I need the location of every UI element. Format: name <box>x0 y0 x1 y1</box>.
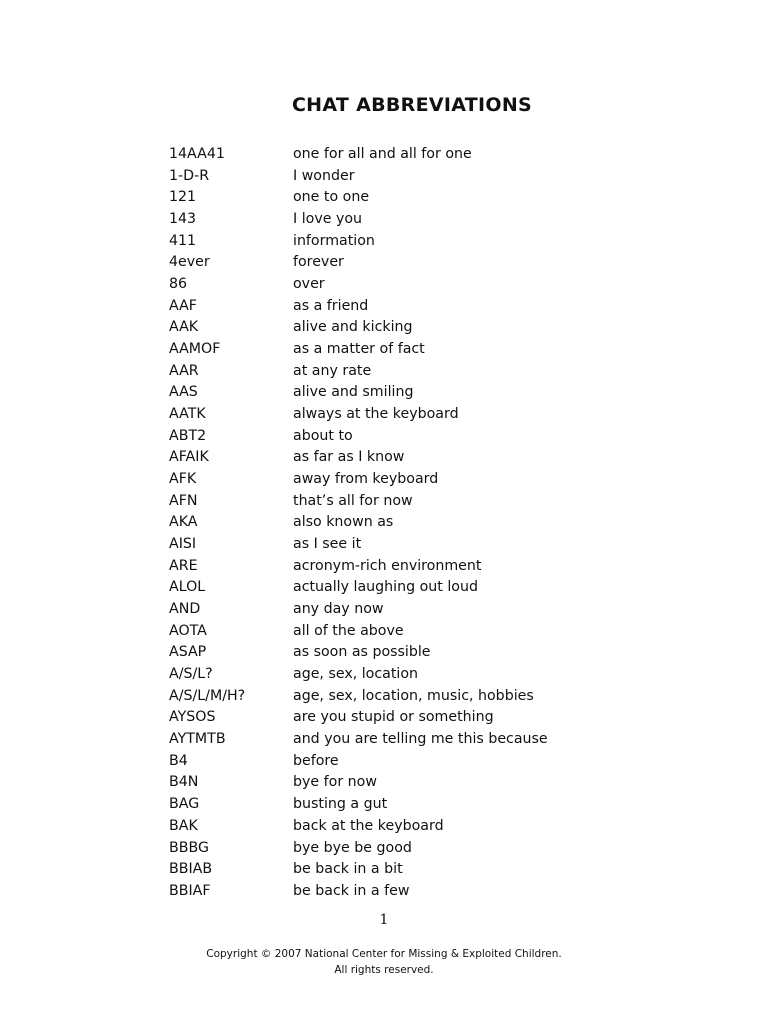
list-item <box>169 534 589 556</box>
list-item <box>169 729 589 751</box>
abbreviation-meaning: over <box>293 276 325 293</box>
abbreviation: AYSOS <box>169 709 216 726</box>
abbreviation: AAR <box>169 362 199 379</box>
abbreviation: AAF <box>169 297 197 314</box>
page-title: CHAT ABBREVIATIONS <box>291 94 533 116</box>
abbreviation: AKA <box>169 514 198 531</box>
abbreviation-meaning: busting a gut <box>293 796 388 813</box>
abbreviation-meaning: I wonder <box>293 167 355 184</box>
abbreviation: A/S/L? <box>169 666 213 683</box>
page-number: 1 <box>379 912 389 928</box>
abbreviation-meaning: as a matter of fact <box>293 341 425 358</box>
abbreviation-meaning: one to one <box>293 189 370 206</box>
abbreviation-list <box>169 144 589 903</box>
abbreviation-meaning: bye for now <box>293 774 377 791</box>
abbreviation-meaning: and you are telling me this because <box>293 731 548 748</box>
abbreviation: 411 <box>169 232 197 249</box>
abbreviation-meaning: as far as I know <box>293 449 405 466</box>
list-item <box>169 512 589 534</box>
abbreviation-meaning: before <box>293 752 339 769</box>
abbreviation-meaning: as a friend <box>293 297 369 314</box>
list-item <box>169 577 589 599</box>
list-item <box>169 664 589 686</box>
list-item <box>169 274 589 296</box>
list-item <box>169 404 589 426</box>
list-item <box>169 317 589 339</box>
abbreviation-meaning: any day now <box>293 601 384 618</box>
abbreviation: BAK <box>169 817 198 834</box>
list-item <box>169 296 589 318</box>
list-item <box>169 469 589 491</box>
abbreviation: BAG <box>169 796 200 813</box>
abbreviation: AISI <box>169 536 197 553</box>
abbreviation-meaning: age, sex, location, music, hobbies <box>293 687 534 704</box>
abbreviation: ARE <box>169 557 198 574</box>
abbreviation: ASAP <box>169 644 207 661</box>
abbreviation-meaning: always at the keyboard <box>293 406 459 423</box>
list-item <box>169 621 589 643</box>
abbreviation-meaning: back at the keyboard <box>293 817 444 834</box>
list-item <box>169 231 589 253</box>
abbreviation-meaning: alive and kicking <box>293 319 413 336</box>
abbreviation-meaning: as I see it <box>293 536 362 553</box>
list-item <box>169 642 589 664</box>
list-item <box>169 772 589 794</box>
abbreviation-meaning: I love you <box>293 211 363 228</box>
abbreviation: A/S/L/M/H? <box>169 687 246 704</box>
abbreviation: AAK <box>169 319 199 336</box>
list-item <box>169 838 589 860</box>
abbreviation-meaning: as soon as possible <box>293 644 431 661</box>
abbreviation-meaning: actually laughing out loud <box>293 579 478 596</box>
abbreviation: BBBG <box>169 839 209 856</box>
abbreviation-meaning: one for all and all for one <box>293 146 472 162</box>
abbreviation-meaning: bye bye be good <box>293 839 412 856</box>
list-item <box>169 166 589 188</box>
abbreviation: 4ever <box>169 254 210 271</box>
abbreviation-meaning: acronym-rich environment <box>293 557 482 574</box>
list-item <box>169 209 589 231</box>
abbreviation-meaning: are you stupid or something <box>293 709 494 726</box>
list-item <box>169 556 589 578</box>
list-item <box>169 881 589 903</box>
abbreviation-meaning: away from keyboard <box>293 471 439 488</box>
list-item <box>169 686 589 708</box>
abbreviation: 1-D-R <box>169 167 210 184</box>
abbreviation: AFK <box>169 471 197 488</box>
abbreviation: 143 <box>169 211 197 228</box>
abbreviation-meaning: alive and smiling <box>293 384 414 401</box>
list-item <box>169 187 589 209</box>
copyright-line: Copyright © 2007 National Center for Missing & Exploited Children. <box>206 948 562 960</box>
list-item <box>169 447 589 469</box>
abbreviation: B4N <box>169 774 199 791</box>
list-item <box>169 794 589 816</box>
abbreviation: AND <box>169 601 201 618</box>
abbreviation: ALOL <box>169 579 206 596</box>
abbreviation: AAS <box>169 384 198 401</box>
copyright-notice <box>0 946 768 978</box>
abbreviation: AFAIK <box>169 449 209 466</box>
abbreviation-meaning: information <box>293 232 375 249</box>
rights-reserved-line: All rights reserved. <box>334 964 434 976</box>
abbreviation-meaning: at any rate <box>293 362 372 379</box>
abbreviation: B4 <box>169 752 188 769</box>
abbreviation-meaning: be back in a bit <box>293 861 403 878</box>
abbreviation-meaning: forever <box>293 254 344 271</box>
abbreviation: 121 <box>169 189 197 206</box>
abbreviation: ABT2 <box>169 427 207 444</box>
abbreviation: 86 <box>169 276 188 293</box>
list-item <box>169 361 589 383</box>
abbreviation: AAMOF <box>169 341 221 358</box>
list-item <box>169 599 589 621</box>
list-item <box>169 751 589 773</box>
abbreviation: BBIAB <box>169 861 213 878</box>
abbreviation: AFN <box>169 492 198 509</box>
list-item <box>169 144 589 166</box>
abbreviation-meaning: be back in a few <box>293 882 410 899</box>
list-item <box>169 816 589 838</box>
abbreviation: AYTMTB <box>169 731 226 748</box>
abbreviation: BBIAF <box>169 882 211 899</box>
abbreviation-meaning: age, sex, location <box>293 666 419 683</box>
list-item <box>169 339 589 361</box>
abbreviation-meaning: also known as <box>293 514 394 531</box>
abbreviation-meaning: all of the above <box>293 622 404 639</box>
list-item <box>169 491 589 513</box>
list-item <box>169 426 589 448</box>
abbreviation-meaning: that’s all for now <box>293 492 413 509</box>
abbreviation: AATK <box>169 406 206 423</box>
list-item <box>169 252 589 274</box>
abbreviation-meaning: about to <box>293 427 353 444</box>
list-item <box>169 859 589 881</box>
list-item <box>169 707 589 729</box>
list-item <box>169 382 589 404</box>
abbreviation: AOTA <box>169 622 207 639</box>
abbreviation: 14AA41 <box>169 146 225 162</box>
